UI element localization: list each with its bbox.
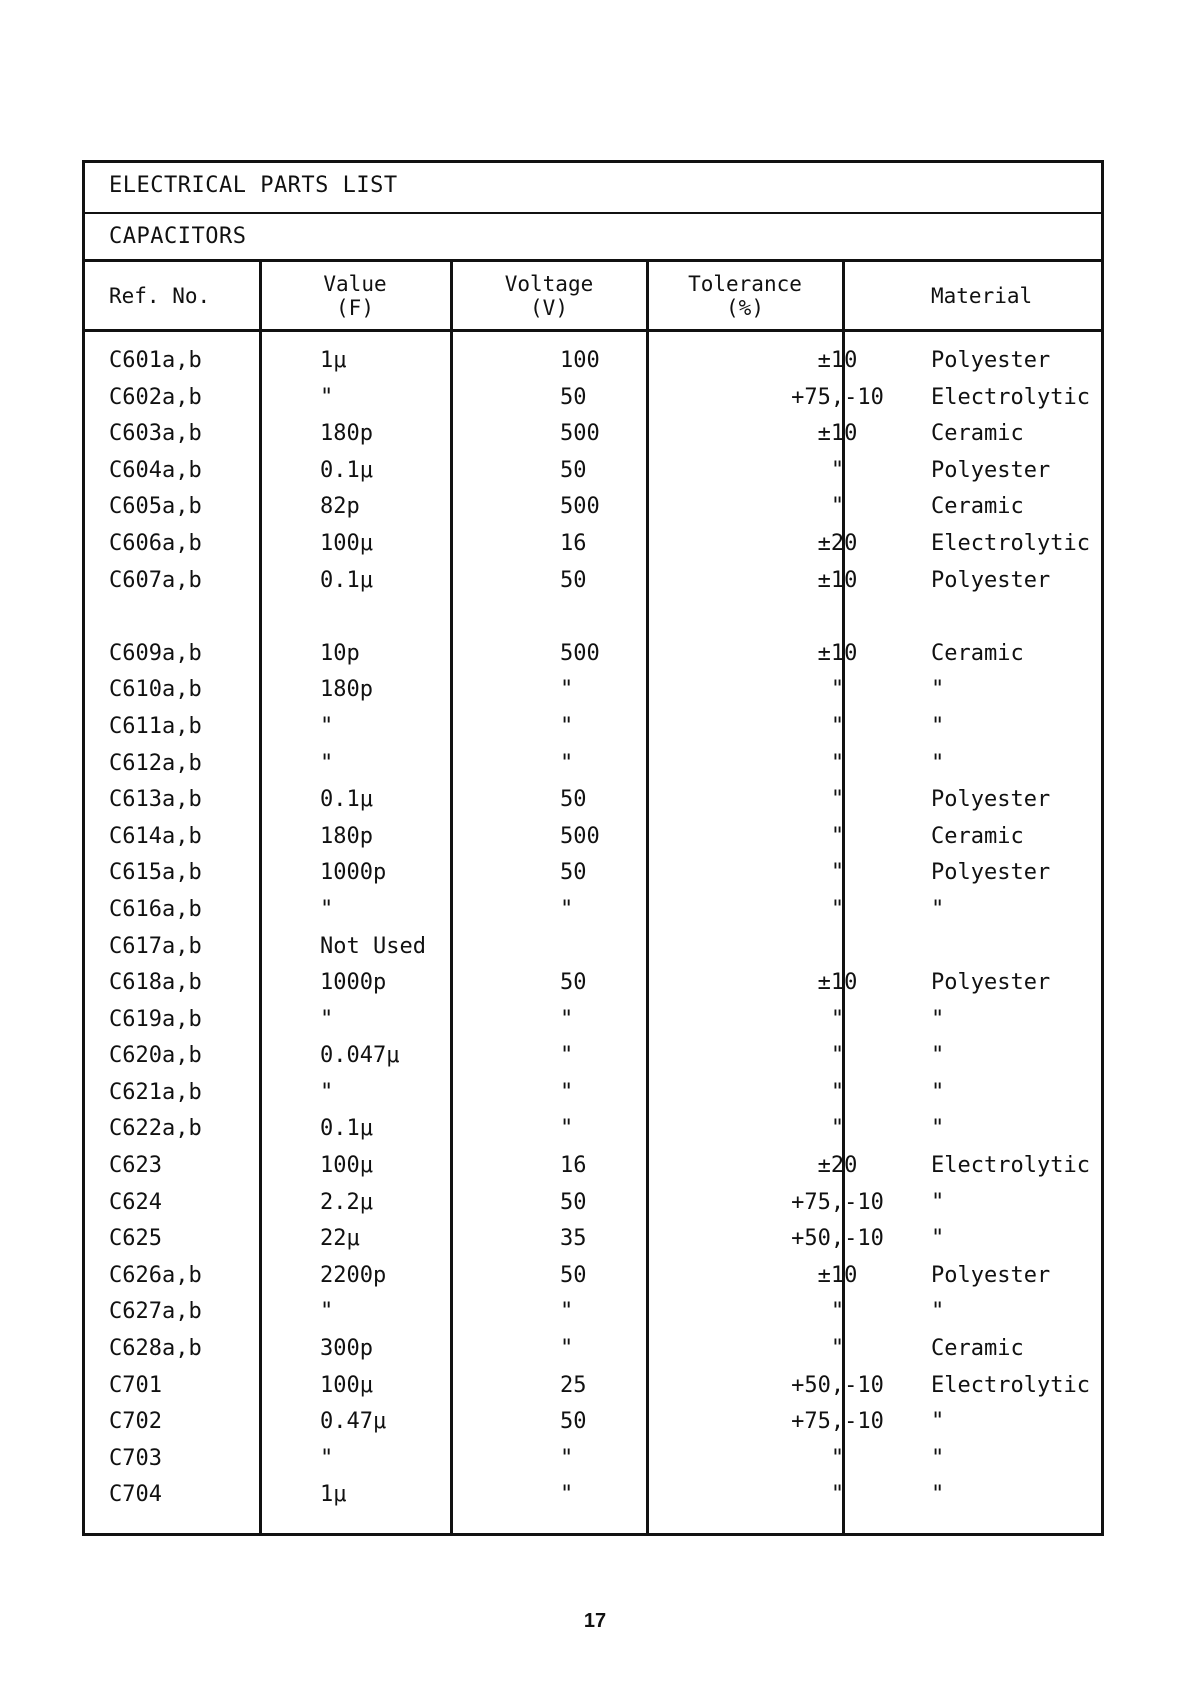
ref-cell: C610a,b	[109, 677, 202, 703]
ref-cell: C701	[109, 1372, 162, 1398]
material-cell: Ceramic	[931, 640, 1024, 666]
ref-cell: C616a,b	[109, 896, 202, 922]
column-header-row	[85, 262, 1101, 332]
table-row	[85, 1477, 1101, 1514]
ref-cell: C704	[109, 1482, 162, 1508]
tolerance-cell: "	[830, 1336, 845, 1362]
header-value	[260, 262, 450, 329]
voltage-cell: 50	[560, 860, 587, 886]
ref-cell: C626a,b	[109, 1262, 202, 1288]
table-row	[85, 1038, 1101, 1075]
material-cell: Electrolytic	[931, 530, 1090, 556]
value-cell: 0.1μ	[320, 567, 373, 593]
table-row	[85, 1148, 1101, 1185]
ref-cell: C703	[109, 1445, 162, 1471]
material-cell: "	[931, 896, 945, 922]
header-tolerance	[647, 262, 843, 329]
material-cell: "	[931, 1226, 945, 1252]
ref-cell: C622a,b	[109, 1116, 202, 1142]
value-cell: 180p	[320, 823, 373, 849]
voltage-cell: 500	[560, 640, 600, 666]
ref-cell: C615a,b	[109, 860, 202, 886]
material-cell: "	[931, 1116, 945, 1142]
value-cell: Not Used	[320, 933, 426, 959]
table-row	[85, 746, 1101, 783]
table-row	[85, 489, 1101, 526]
voltage-cell: 50	[560, 787, 587, 813]
ref-cell: C607a,b	[109, 567, 202, 593]
value-cell: "	[320, 1006, 334, 1032]
tolerance-cell: "	[830, 860, 845, 886]
tolerance-cell: +50,-10	[791, 1372, 884, 1398]
voltage-cell: "	[560, 1043, 574, 1069]
table-title: ELECTRICAL PARTS LIST	[109, 173, 398, 198]
table-row	[85, 1441, 1101, 1478]
table-body	[85, 343, 1101, 1514]
ref-cell: C604a,b	[109, 457, 202, 483]
tolerance-cell: +75,-10	[791, 1189, 884, 1215]
material-cell: Electrolytic	[931, 1372, 1090, 1398]
voltage-cell: "	[560, 1299, 574, 1325]
value-cell: 100μ	[320, 530, 373, 556]
voltage-cell: 16	[560, 1153, 587, 1179]
table-row	[85, 1368, 1101, 1405]
value-cell: 180p	[320, 421, 373, 447]
material-cell: Ceramic	[931, 823, 1024, 849]
material-cell: "	[931, 677, 945, 703]
header-tolerance-unit: (%)	[726, 295, 764, 320]
ref-cell: C611a,b	[109, 713, 202, 739]
ref-cell: C627a,b	[109, 1299, 202, 1325]
voltage-cell: "	[560, 1445, 574, 1471]
value-cell: 2200p	[320, 1262, 387, 1288]
ref-cell: C623	[109, 1153, 162, 1179]
header-ref-label: Ref. No.	[109, 283, 211, 308]
value-cell: 22μ	[320, 1226, 360, 1252]
ref-cell: C702	[109, 1409, 162, 1435]
table-row	[85, 563, 1101, 600]
voltage-cell: 50	[560, 1262, 587, 1288]
ref-cell: C621a,b	[109, 1079, 202, 1105]
material-cell: Polyester	[931, 1262, 1051, 1288]
table-row	[85, 709, 1101, 746]
table-row	[85, 819, 1101, 856]
table-row	[85, 1294, 1101, 1331]
table-row	[85, 453, 1101, 490]
tolerance-cell: "	[830, 787, 845, 813]
tolerance-cell: +75,-10	[791, 384, 884, 410]
header-value-unit: (F)	[336, 295, 374, 320]
voltage-cell: 35	[560, 1226, 587, 1252]
material-cell: Electrolytic	[931, 384, 1090, 410]
value-cell: 1μ	[320, 1482, 347, 1508]
value-cell: "	[320, 384, 334, 410]
table-subtitle: CAPACITORS	[109, 224, 247, 249]
page-number: 17	[583, 1610, 607, 1632]
material-cell: "	[931, 1482, 945, 1508]
material-cell: "	[931, 1079, 945, 1105]
table-title-row	[85, 163, 1101, 214]
value-cell: "	[320, 1079, 334, 1105]
value-cell: 100μ	[320, 1372, 373, 1398]
ref-cell: C619a,b	[109, 1006, 202, 1032]
parts-table	[82, 160, 1104, 1536]
tolerance-cell: ±10	[817, 1262, 858, 1288]
table-row	[85, 416, 1101, 453]
value-cell: "	[320, 1299, 334, 1325]
value-cell: 0.47μ	[320, 1409, 387, 1435]
table-row	[85, 343, 1101, 380]
tolerance-cell: +50,-10	[791, 1226, 884, 1252]
table-row	[85, 1404, 1101, 1441]
value-cell: 100μ	[320, 1153, 373, 1179]
ref-cell: C624	[109, 1189, 162, 1215]
voltage-cell: "	[560, 1116, 574, 1142]
ref-cell: C617a,b	[109, 933, 202, 959]
value-cell: "	[320, 1445, 334, 1471]
tolerance-cell: "	[830, 896, 845, 922]
voltage-cell: "	[560, 713, 574, 739]
header-voltage-label: Voltage	[504, 271, 594, 296]
tolerance-cell: "	[830, 457, 845, 483]
ref-cell: C603a,b	[109, 421, 202, 447]
voltage-cell: "	[560, 677, 574, 703]
ref-cell: C618a,b	[109, 970, 202, 996]
table-row	[85, 1258, 1101, 1295]
value-cell: 0.1μ	[320, 787, 373, 813]
table-row	[85, 1111, 1101, 1148]
voltage-cell: 500	[560, 421, 600, 447]
table-row	[85, 1221, 1101, 1258]
value-cell: 0.1μ	[320, 1116, 373, 1142]
header-value-label: Value	[323, 271, 387, 296]
value-cell: 1000p	[320, 970, 387, 996]
tolerance-cell: "	[830, 1006, 845, 1032]
material-cell: Polyester	[931, 970, 1051, 996]
tolerance-cell: "	[830, 1482, 845, 1508]
ref-cell: C625	[109, 1226, 162, 1252]
tolerance-cell: ±10	[817, 348, 858, 373]
tolerance-cell: "	[830, 1299, 845, 1325]
material-cell: "	[931, 713, 945, 739]
value-cell: "	[320, 713, 334, 739]
tolerance-cell: +75,-10	[791, 1409, 884, 1435]
voltage-cell: 50	[560, 1189, 587, 1215]
tolerance-cell: "	[830, 1043, 845, 1069]
material-cell: "	[931, 1445, 945, 1471]
material-cell: Ceramic	[931, 421, 1024, 447]
material-cell: Polyester	[931, 457, 1051, 483]
table-row	[85, 1331, 1101, 1368]
ref-cell: C605a,b	[109, 494, 202, 520]
header-material	[931, 262, 1032, 329]
tolerance-cell: "	[830, 677, 845, 703]
table-row	[85, 636, 1101, 673]
value-cell: "	[320, 896, 334, 922]
ref-cell: C620a,b	[109, 1043, 202, 1069]
tolerance-cell: ±20	[817, 1153, 858, 1179]
ref-cell: C628a,b	[109, 1336, 202, 1362]
table-row	[85, 892, 1101, 929]
voltage-cell: "	[560, 896, 574, 922]
value-cell: 0.047μ	[320, 1043, 400, 1069]
voltage-cell: "	[560, 750, 574, 776]
tolerance-cell: "	[830, 823, 845, 849]
tolerance-cell: "	[830, 1116, 845, 1142]
voltage-cell: "	[560, 1079, 574, 1105]
voltage-cell: 25	[560, 1372, 587, 1398]
tolerance-cell: ±10	[817, 640, 858, 666]
table-row	[85, 1002, 1101, 1039]
value-cell: 82p	[320, 494, 360, 520]
voltage-cell: 50	[560, 384, 587, 410]
material-cell: Polyester	[931, 348, 1051, 373]
table-row	[85, 526, 1101, 563]
voltage-cell: 50	[560, 457, 587, 483]
tolerance-cell: "	[830, 1445, 845, 1471]
header-tolerance-label: Tolerance	[688, 271, 802, 296]
voltage-cell: 100	[560, 348, 600, 373]
material-cell: Ceramic	[931, 494, 1024, 520]
table-row	[85, 782, 1101, 819]
voltage-cell: 50	[560, 970, 587, 996]
value-cell: 2.2μ	[320, 1189, 373, 1215]
voltage-cell: 500	[560, 494, 600, 520]
table-row	[85, 1075, 1101, 1112]
ref-cell: C612a,b	[109, 750, 202, 776]
table-row	[85, 929, 1101, 966]
value-cell: 300p	[320, 1336, 373, 1362]
header-voltage-unit: (V)	[530, 295, 568, 320]
voltage-cell: 50	[560, 1409, 587, 1435]
voltage-cell: 500	[560, 823, 600, 849]
material-cell: Polyester	[931, 860, 1051, 886]
table-row	[85, 1185, 1101, 1222]
ref-cell: C613a,b	[109, 787, 202, 813]
table-row	[85, 380, 1101, 417]
ref-cell: C602a,b	[109, 384, 202, 410]
ref-cell: C614a,b	[109, 823, 202, 849]
material-cell: Polyester	[931, 787, 1051, 813]
tolerance-cell: "	[830, 713, 845, 739]
tolerance-cell: "	[830, 494, 845, 520]
table-subtitle-row	[85, 214, 1101, 262]
voltage-cell: 16	[560, 530, 587, 556]
ref-cell: C609a,b	[109, 640, 202, 666]
tolerance-cell: ±10	[817, 421, 858, 447]
material-cell: Electrolytic	[931, 1153, 1090, 1179]
tolerance-cell: ±10	[817, 970, 858, 996]
header-voltage	[451, 262, 647, 329]
material-cell: "	[931, 1299, 945, 1325]
ref-cell: C601a,b	[109, 348, 202, 373]
header-ref	[109, 262, 210, 329]
voltage-cell: "	[560, 1006, 574, 1032]
material-cell: Ceramic	[931, 1336, 1024, 1362]
material-cell: "	[931, 1189, 945, 1215]
voltage-cell: 50	[560, 567, 587, 593]
material-cell: Polyester	[931, 567, 1051, 593]
material-cell: "	[931, 1006, 945, 1032]
voltage-cell: "	[560, 1482, 574, 1508]
ref-cell: C606a,b	[109, 530, 202, 556]
value-cell: 1μ	[320, 348, 347, 373]
material-cell: "	[931, 750, 945, 776]
voltage-cell: "	[560, 1336, 574, 1362]
value-cell: 10p	[320, 640, 360, 666]
tolerance-cell: ±20	[817, 530, 858, 556]
tolerance-cell: "	[830, 750, 845, 776]
value-cell: 1000p	[320, 860, 387, 886]
value-cell: "	[320, 750, 334, 776]
table-row	[85, 599, 1101, 636]
material-cell: "	[931, 1409, 945, 1435]
table-row	[85, 965, 1101, 1002]
tolerance-cell: "	[830, 1079, 845, 1105]
value-cell: 180p	[320, 677, 373, 703]
value-cell: 0.1μ	[320, 457, 373, 483]
material-cell: "	[931, 1043, 945, 1069]
table-row	[85, 672, 1101, 709]
table-row	[85, 855, 1101, 892]
header-material-label: Material	[931, 283, 1033, 308]
tolerance-cell: ±10	[817, 567, 858, 593]
